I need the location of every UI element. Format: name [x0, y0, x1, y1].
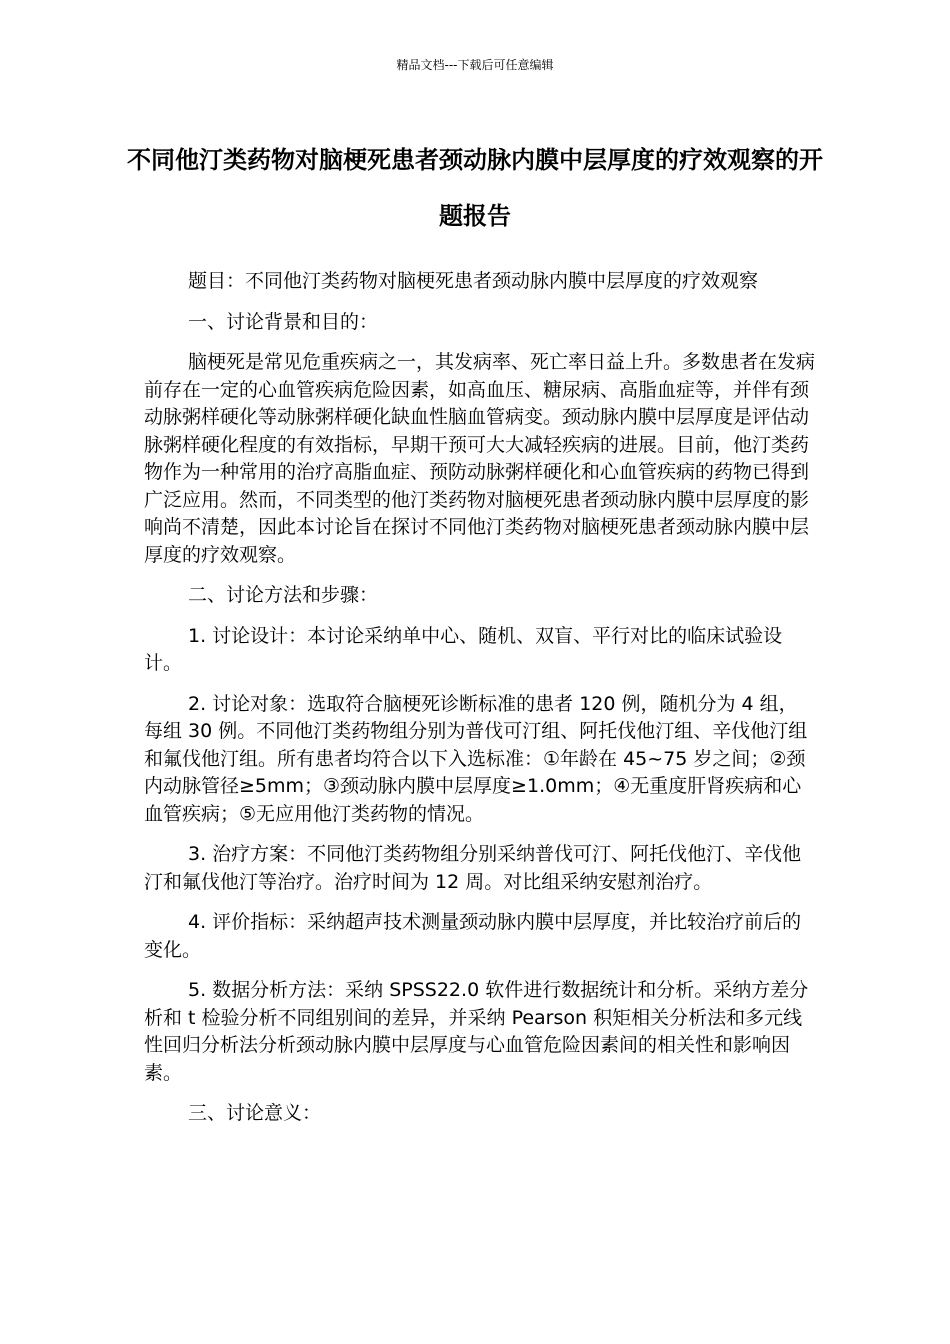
methods-item-evaluation: 4. 评价指标：采纳超声技术测量颈动脉内膜中层厚度，并比较治疗前后的变化。 — [144, 911, 802, 961]
methods-item-design: 1. 讨论设计：本讨论采纳单中心、随机、双盲、平行对比的临床试验设计。 — [144, 624, 783, 674]
topic-paragraph: 题目：不同他汀类药物对脑梗死患者颈动脉内膜中层厚度的疗效观察 — [188, 270, 759, 292]
background-paragraph: 脑梗死是常见危重疾病之一，其发病率、死亡率日益上升。多数患者在发病前存在一定的心血管疾病危险因素，如高血压、糖尿病、高脂血症等，并伴有颈动脉粥样硬化等动脉粥样硬化缺血性脑血管病变。颈动脉内膜中层厚度是评估动脉粥样硬化程度的有效指标，早期干预可大大减轻疾病的进展。目前，他汀类药物作为一种常用的治疗高脂血症、预防动脉粥样硬化和心血管疾病的药物已得到广泛应用。然而，不同类型的他汀类药物对脑梗死患者颈动脉内膜中层厚度的影响尚不清楚，因此本讨论旨在探讨不同他汀类药物对脑梗死患者颈动脉内膜中层厚度的疗效观察。 — [144, 351, 816, 566]
methods-item-subjects: 2. 讨论对象：选取符合脑梗死诊断标准的患者 120 例，随机分为 4 组，每组 30 例。不同他汀类药物组分别为普伐可汀组、阿托伐他汀组、辛伐他汀组和氟伐他汀组。所有患者均符合以下入选标准：①年龄在 45~75 岁之间；②颈内动脉管径≥5mm；③颈动脉内膜中层厚度≥1.0mm；④无重度肝肾疾病和心血管疾病；⑤无应用他汀类药物的情况。 — [144, 692, 808, 825]
section-heading-methods: 二、讨论方法和步骤： — [188, 584, 379, 606]
methods-item-analysis: 5. 数据分析方法：采纳 SPSS22.0 软件进行数据统计和分析。采纳方差分析和 t 检验分析不同组别间的差异，并采纳 Pearson 积矩相关分析法和多元线性回归分析法分析颈动脉内膜中层厚度与心血管危险因素间的相关性和影响因素。 — [144, 979, 809, 1084]
section-heading-background: 一、讨论背景和目的： — [188, 310, 379, 333]
page-header-note: 精品文档---下载后可任意编辑 — [396, 58, 554, 72]
section-heading-significance: 三、讨论意义： — [188, 1102, 322, 1124]
document-title: 不同他汀类药物对脑梗死患者颈动脉内膜中层厚度的疗效观察的开题报告 — [127, 146, 823, 230]
document-body — [144, 268, 816, 1141]
methods-item-treatment: 3. 治疗方案：不同他汀类药物组分别采纳普伐可汀、阿托伐他汀、辛伐他汀和氟伐他汀等治疗。治疗时间为 12 周。对比组采纳安慰剂治疗。 — [144, 843, 802, 893]
